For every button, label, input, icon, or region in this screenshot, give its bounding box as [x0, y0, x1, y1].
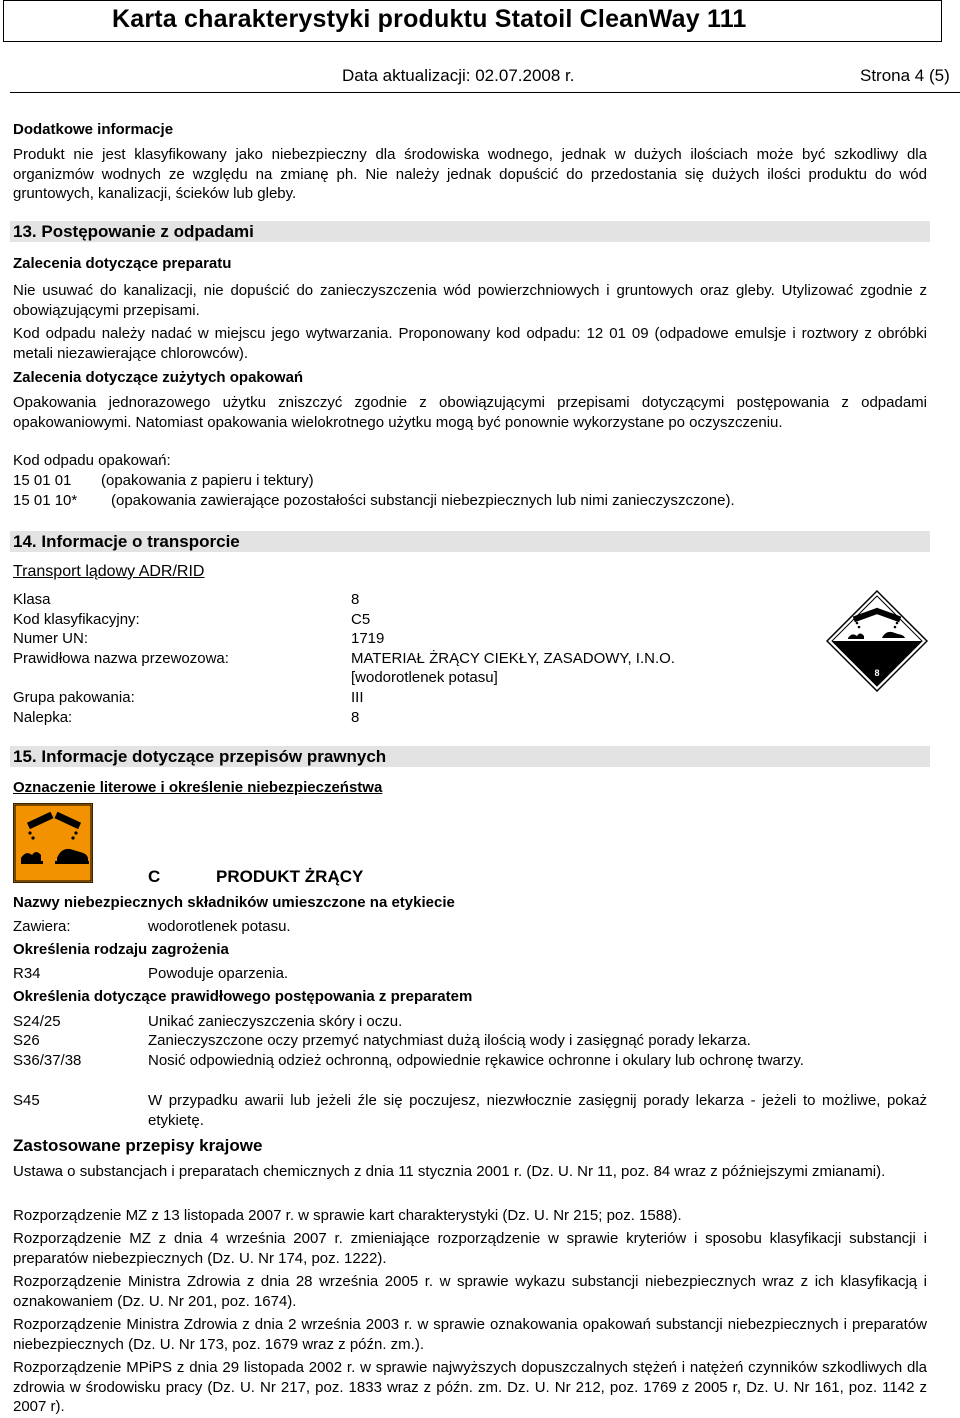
section-14-title: 14. Informacje o transporcie [13, 532, 240, 551]
symbol-text: PRODUKT ŻRĄCY [216, 867, 364, 886]
regulation-item: Rozporządzenie Ministra Zdrowia z dnia 28 września 2005 r. w sprawie wykazu substancji niebezpiecznych wraz z ich klasyfikacją i oznakowaniem (Dz. U. Nr 201, poz. 1674). [13, 1273, 927, 1310]
header-divider [10, 92, 960, 93]
section-15-bar [10, 746, 930, 767]
transport-subheading: Transport lądowy ADR/RID [13, 563, 205, 580]
title-box [3, 0, 942, 42]
update-date: Data aktualizacji: 02.07.2008 r. [342, 66, 575, 85]
transport-value: 8 [351, 709, 360, 726]
subheader [0, 66, 960, 88]
pack-code: 15 01 10* [13, 492, 78, 509]
pack-code-label: Kod odpadu opakowań: [13, 452, 171, 469]
risk-code: R34 [13, 965, 41, 982]
section-14-bar [10, 531, 930, 552]
additional-heading: Dodatkowe informacje [13, 121, 174, 138]
risk-heading: Określenia rodzaju zagrożenia [13, 941, 229, 958]
safety-code: S45 [13, 1092, 40, 1109]
safety-text: Zanieczyszczone oczy przemyć natychmiast dużą ilością wody i zasięgnąć porady lekarza. [148, 1032, 751, 1049]
transport-label: Nalepka: [13, 709, 73, 726]
safety-code: S24/25 [13, 1013, 61, 1030]
contains-value: wodorotlenek potasu. [148, 918, 291, 935]
additional-text: Produkt nie jest klasyfikowany jako niebezpieczny dla środowiska wodnego, jednak w dużych ilościach może być szkodliwy dla organizmów wodnych ze względu na zmianę ph. Nie należy jednak dopuścić do przedostania się dużych ilości produktu do wód gruntowych, kanalizacji, ścieków lub gleby. [13, 146, 927, 203]
document-title: Karta charakterystyki produktu Statoil CleanWay 111 [112, 5, 747, 33]
regulation-item: Rozporządzenie MZ z dnia 4 września 2007 r. zmieniające rozporządzenie w sprawie kryteriów i sposobu klasyfikacji substancji i preparatów niebezpiecznych (Dz. U. Nr 174, poz. 1222). [13, 1230, 927, 1267]
transport-value: 1719 [351, 630, 385, 647]
pack-code-row [13, 491, 927, 511]
transport-value: MATERIAŁ ŻRĄCY CIEKŁY, ZASADOWY, I.N.O. [351, 650, 675, 667]
page-number: Strona 4 (5) [860, 66, 950, 85]
corrosive-hazard-icon [13, 803, 93, 883]
regulation-item: Rozporządzenie MPiPS z dnia 29 listopada 2002 r. w sprawie najwyższych dopuszczalnych stężeń i natężeń czynników szkodliwych dla zdrowia w środowisku pracy (Dz. U. Nr 217, poz. 1833 wraz z późn. zm. Dz. U. Nr 212, poz. 1769 z 2005 r, Dz. U. Nr 161, poz. 1142 z 2007 r). [13, 1359, 927, 1416]
transport-label: Klasa [13, 591, 51, 608]
regulation-item: Rozporządzenie Ministra Zdrowia z dnia 2 września 2003 r. w sprawie oznakowania opakowań substancji niebezpiecznych i preparatów niebezpiecznych (Dz. U. Nr 173, poz. 1679 wraz z późn. zm.). [13, 1316, 927, 1353]
pack-code-row [13, 471, 927, 491]
adr-label-number: 8 [874, 668, 880, 678]
pack-code-desc: (opakowania zawierające pozostałości substancji niebezpiecznych lub nimi zanieczyszczone). [111, 492, 735, 509]
adr-corrosive-label-icon [826, 590, 928, 692]
section-13-bar [10, 221, 930, 242]
pack-code-desc: (opakowania z papieru i tektury) [101, 472, 314, 489]
prep-paragraph-2: Kod odpadu należy nadać w miejscu jego wytwarzania. Proponowany kod odpadu: 12 01 09 (odpadowe emulsje i roztwory z obróbki metali niezawierające chlorowców). [13, 325, 927, 362]
pack-paragraph: Opakowania jednorazowego użytku zniszczyć zgodnie z obowiązującymi przepisami dotyczącymi postępowania z odpadami opakowaniowymi. Natomiast opakowania wielokrotnego użytku mogą być ponownie wykorzystane po oczyszczeniu. [13, 394, 927, 431]
regulation-item: Ustawa o substancjach i preparatach chemicznych z dnia 11 stycznia 2001 r. (Dz. U. Nr 11, poz. 84 wraz z późniejszymi zmianami). [13, 1163, 886, 1180]
prep-paragraph-1: Nie usuwać do kanalizacji, nie dopuścić do zanieczyszczenia wód powierzchniowych i gruntowych oraz gleby. Utylizować zgodnie z obowiązującymi przepisami. [13, 282, 927, 319]
safety-heading: Określenia dotyczące prawidłowego postępowania z preparatem [13, 988, 473, 1005]
safety-code: S26 [13, 1032, 40, 1049]
symbol-letter: C [148, 867, 161, 886]
safety-text: W przypadku awarii lub jeżeli źle się poczujesz, niezwłocznie zasięgnij porady lekarza - jeżeli to możliwe, pokaż etykietę. [148, 1092, 927, 1129]
safety-code: S36/37/38 [13, 1052, 82, 1069]
pack-heading: Zalecenia dotyczące zużytych opakowań [13, 369, 304, 386]
transport-value: III [351, 689, 364, 706]
components-heading: Nazwy niebezpiecznych składników umieszczone na etykiecie [13, 894, 455, 911]
prep-heading: Zalecenia dotyczące preparatu [13, 255, 232, 272]
regulation-item: Rozporządzenie MZ z 13 listopada 2007 r. w sprawie kart charakterystyki (Dz. U. Nr 215; poz. 1588). [13, 1207, 682, 1224]
safety-text: Unikać zanieczyszczenia skóry i oczu. [148, 1013, 403, 1030]
pack-code: 15 01 01 [13, 472, 72, 489]
risk-text: Powoduje oparzenia. [148, 965, 289, 982]
section-15-title: 15. Informacje dotyczące przepisów prawnych [13, 747, 387, 766]
contains-label: Zawiera: [13, 918, 71, 935]
transport-label: Grupa pakowania: [13, 689, 135, 706]
transport-label: Numer UN: [13, 630, 89, 647]
national-heading: Zastosowane przepisy krajowe [13, 1136, 263, 1155]
section-13-title: 13. Postępowanie z odpadami [13, 222, 254, 241]
transport-value: C5 [351, 611, 371, 628]
transport-value: 8 [351, 591, 360, 608]
transport-label: Kod klasyfikacyjny: [13, 611, 140, 628]
transport-value-cont: [wodorotlenek potasu] [351, 669, 498, 686]
safety-text: Nosić odpowiednią odzież ochronną, odpowiednie rękawice ochronne i okulary lub ochronę twarzy. [148, 1052, 804, 1069]
transport-label: Prawidłowa nazwa przewozowa: [13, 650, 229, 667]
symbol-heading: Oznaczenie literowe i określenie niebezpieczeństwa [13, 779, 383, 796]
